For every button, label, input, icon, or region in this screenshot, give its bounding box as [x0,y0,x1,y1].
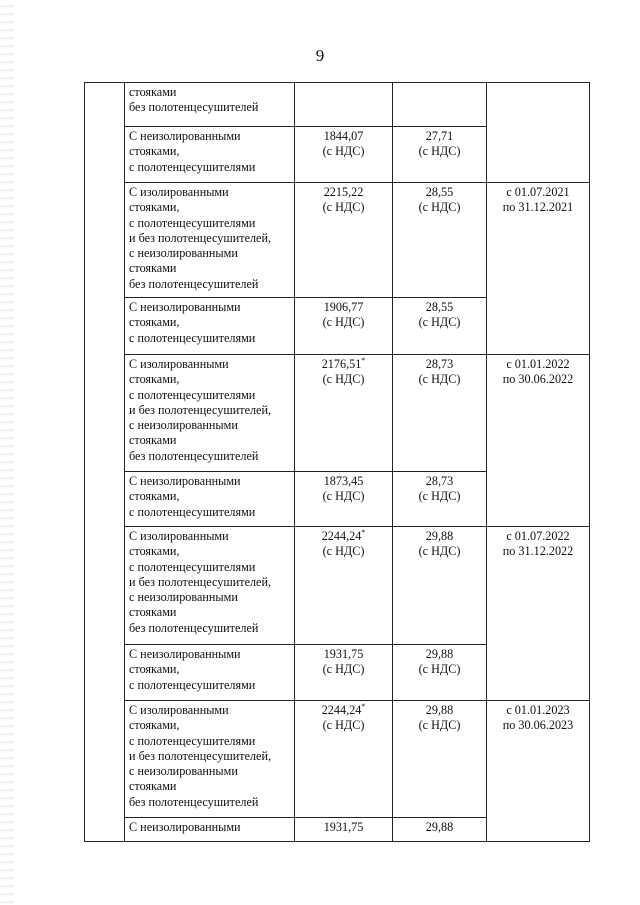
vat-note: (с НДС) [418,144,461,159]
price-value: 1931,75 [323,647,364,661]
description-cell [125,818,295,842]
period-cell [487,183,590,355]
description-line: стояками, [129,315,180,330]
description-line: С изолированными [129,185,229,199]
period-cell [487,83,590,183]
rate-value: 28,73 [425,357,454,371]
period-from: с 01.07.2021 [506,185,570,199]
vat-note: (с НДС) [418,718,461,733]
rate-value: 27,71 [425,129,454,143]
description-line: стояками, [129,144,180,159]
vat-note: (с НДС) [418,489,461,504]
description-line: и без полотенцесушителей, [129,574,272,589]
price-cell [295,645,393,701]
description-line: С изолированными [129,703,229,717]
description-line: с полотенцесушителями [129,504,256,519]
price-line [299,300,388,315]
rate-value: 28,55 [425,300,454,314]
description-line: без полотенцесушителей [129,620,259,635]
vat-note: (с НДС) [418,544,461,559]
tariff-table [84,82,590,842]
price-line [299,647,388,662]
vat-note: (с НДС) [418,662,461,677]
rate-cell [393,527,487,645]
vat-note: (с НДС) [418,372,461,387]
price-line [299,185,388,200]
rate-value: 29,88 [425,529,454,543]
period-to: по 31.12.2021 [502,200,574,215]
rate-cell [393,645,487,701]
description-line: без полотенцесушителей [129,100,259,115]
table-row [85,355,590,472]
rate-cell [393,355,487,472]
price-cell [295,83,393,127]
description-line: без полотенцесушителей [129,794,259,809]
description-line: С неизолированными [129,474,241,488]
price-cell [295,127,393,183]
description-line: С неизолированными [129,129,241,143]
description-cell [125,701,295,818]
price-line [299,129,388,144]
rate-value: 29,88 [425,820,454,834]
vat-note: (с НДС) [418,200,461,215]
description-line: без полотенцесушителей [129,448,259,463]
description-line: с полотенцесушителями [129,215,256,230]
vat-note: (с НДС) [322,315,365,330]
vat-note: (с НДС) [322,544,365,559]
description-line: с полотенцесушителями [129,733,256,748]
blank-column-cell [85,83,125,842]
rate-value: 28,73 [425,474,454,488]
rate-value: 29,88 [425,703,454,717]
period-from: с 01.01.2023 [506,703,570,717]
period-from: с 01.01.2022 [506,357,570,371]
table-row [85,527,590,645]
table-row [85,83,590,127]
rate-cell [393,818,487,842]
description-line: С неизолированными [129,300,241,314]
price-value: 1844,07 [323,129,364,143]
price-cell [295,701,393,818]
description-line: с неизолированными [129,590,238,605]
price-cell [295,355,393,472]
description-line: С изолированными [129,529,229,543]
description-line: стояками, [129,544,180,559]
price-value: 2176,51 [321,357,362,371]
description-line: с полотенцесушителями [129,559,256,574]
description-line: стояками [129,85,177,99]
description-line: стояками, [129,372,180,387]
vat-note: (с НДС) [322,144,365,159]
description-line: С неизолированными [129,647,241,661]
rate-cell [393,127,487,183]
price-value: 1873,45 [323,474,364,488]
rate-cell [393,83,487,127]
price-value: 1906,77 [323,300,364,314]
page-number: 9 [315,46,325,65]
footnote-marker: * [361,701,366,711]
vat-note: (с НДС) [322,718,365,733]
description-line: с неизолированными [129,246,238,261]
description-line: без полотенцесушителей [129,276,259,291]
price-cell [295,298,393,355]
vat-note: (с НДС) [322,372,365,387]
footnote-marker: * [361,355,366,365]
price-value: 2215,22 [323,185,364,199]
price-line [299,357,388,372]
price-line [299,474,388,489]
price-line [299,529,388,544]
description-line: с полотенцесушителями [129,330,256,345]
description-line: стояками, [129,718,180,733]
description-line: стояками, [129,662,180,677]
description-line: С изолированными [129,357,229,371]
price-value: 1931,75 [323,820,364,834]
description-line: с неизолированными [129,418,238,433]
period-from: с 01.07.2022 [506,529,570,543]
period-to: по 30.06.2022 [502,372,574,387]
description-line: стояками, [129,200,180,215]
description-line: с неизолированными [129,764,238,779]
description-line: стояками [129,261,177,276]
description-line: и без полотенцесушителей, [129,230,272,245]
description-line: стояками [129,433,177,448]
footnote-marker: * [361,527,366,537]
price-cell [295,527,393,645]
vat-note: (с НДС) [322,662,365,677]
description-line: с полотенцесушителями [129,159,256,174]
rate-value: 28,55 [425,185,454,199]
price-cell [295,472,393,527]
description-line: и без полотенцесушителей, [129,402,272,417]
description-line: с полотенцесушителями [129,677,256,692]
description-cell [125,183,295,298]
rate-cell [393,183,487,298]
description-cell [125,127,295,183]
period-to: по 30.06.2023 [502,718,574,733]
description-line: С неизолированными [129,820,241,834]
description-line: стояками [129,779,177,794]
description-line: и без полотенцесушителей, [129,748,272,763]
tariff-table-body [85,83,590,842]
description-line: с полотенцесушителями [129,387,256,402]
rate-value: 29,88 [425,647,454,661]
price-value: 2244,24 [321,529,362,543]
table-row [85,701,590,818]
vat-note: (с НДС) [418,315,461,330]
description-cell [125,527,295,645]
period-cell [487,527,590,701]
table-row [85,183,590,298]
period-cell [487,701,590,842]
description-line: стояками [129,605,177,620]
description-cell [125,355,295,472]
rate-cell [393,298,487,355]
rate-cell [393,701,487,818]
price-line [299,703,388,718]
price-value: 2244,24 [321,703,362,717]
description-cell [125,298,295,355]
description-line: стояками, [129,489,180,504]
price-line [299,820,388,835]
vat-note: (с НДС) [322,200,365,215]
period-to: по 31.12.2022 [502,544,574,559]
vat-note: (с НДС) [322,489,365,504]
rate-cell [393,472,487,527]
description-cell [125,472,295,527]
period-cell [487,355,590,527]
description-cell [125,83,295,127]
scan-edge-artifact [0,0,14,905]
description-cell [125,645,295,701]
price-cell [295,818,393,842]
price-cell [295,183,393,298]
